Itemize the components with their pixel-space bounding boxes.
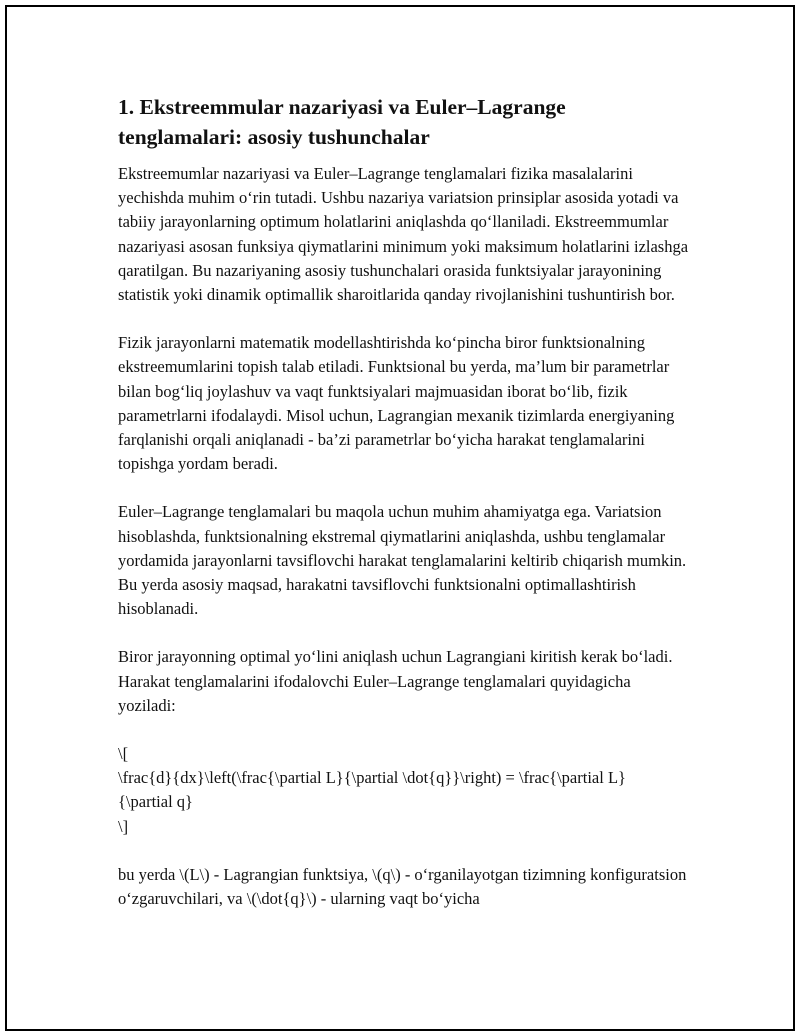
formula-line-1: \frac{d}{dx}\left(\frac{\partial L}{\partial \dot{q}}\right) = \frac{\partial L} bbox=[118, 768, 626, 788]
paragraph-3: Euler–Lagrange tenglamalari bu maqola uchun muhim ahamiyatga ega. Variatsion hisoblashda, funktsionalning ekstremal qiymatlarini aniqlashda, ushbu tenglamalar yordamida jarayonlarni tavsiflovchi harakat tenglamalarini keltirib chiqarish mumkin. Bu yerda asosiy maqsad, harakatni tavsiflovchi funktsionalni optimallashtirish hisoblanadi. bbox=[118, 502, 687, 619]
formula-close-delimiter: \] bbox=[118, 816, 129, 836]
closing-paragraph: bu yerda \(L\) - Lagrangian funktsiya, \(q\) - o‘rganilayotgan tizimning konfiguratsion o‘zgaruvchilari, va \(\dot{q}\) - ularning vaqt bo‘yicha bbox=[118, 864, 687, 909]
document-body bbox=[118, 92, 690, 935]
paragraph-1: Ekstreemumlar nazariyasi va Euler–Lagrange tenglamalari fizika masalalarini yechishda muhim o‘rin tutadi. Ushbu nazariya variatsion prinsiplar asosida yotadi va tabiiy jarayonlarning optimum holatlarini aniqlashda qo‘llaniladi. Ekstreemmumlar nazariyasi asosan funksiya qiymatlarini minimum yoki maksimum holatlarini izlashga qaratilgan. Bu nazariyaning asosiy tushunchalari orasida funktsiyalar jarayonining statistik yoki dinamik optimallik sharoitlarida qanday rivojlanishini tushuntirish bor. bbox=[118, 164, 689, 305]
euler-lagrange-formula bbox=[118, 742, 690, 839]
paragraph-4: Biror jarayonning optimal yo‘lini aniqlash uchun Lagrangiani kiritish kerak bo‘ladi. Harakat tenglamalarini ifodalovchi Euler–Lagrange tenglamalari quyidagicha yoziladi: bbox=[118, 647, 673, 715]
formula-open-delimiter: \[ bbox=[118, 744, 129, 764]
paragraph-2: Fizik jarayonlarni matematik modellashtirishda ko‘pincha biror funktsionalning ekstreemumlarini topish talab etiladi. Funktsional bu yerda, ma’lum bir parametrlar bilan bog‘liq joylashuv va vaqt funktsiyalari majmuasidan iborat bo‘lib, fizik parametrlarni ifodalaydi. Misol uchun, Lagrangian mexanik tizimlarda energiyaning farqlanishi orqali aniqlanadi - ba’zi parametrlar bo‘yicha harakat tenglamalarini topishga yordam beradi. bbox=[118, 333, 675, 474]
formula-line-2: {\partial q} bbox=[118, 792, 193, 812]
section-heading: 1. Ekstreemmular nazariyasi va Euler–Lagrange tenglamalari: asosiy tushunchalar bbox=[118, 95, 566, 149]
